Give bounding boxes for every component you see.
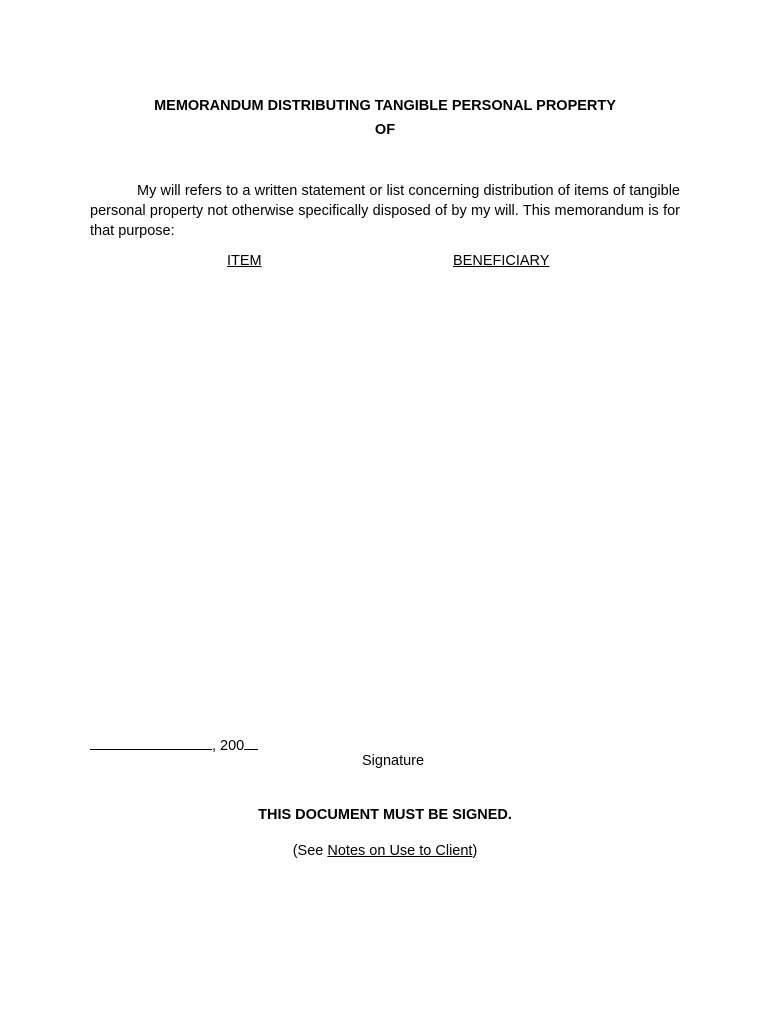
year-blank-field[interactable] (244, 735, 258, 750)
document-title: MEMORANDUM DISTRIBUTING TANGIBLE PERSONAL PROPERTY (154, 98, 616, 114)
see-notes-prefix: (See (292, 843, 328, 859)
document-title-of: OF (374, 122, 396, 138)
notes-on-use-link[interactable]: Notes on Use to Client (327, 843, 473, 859)
column-header-beneficiary: BENEFICIARY (453, 253, 550, 269)
column-header-item: ITEM (227, 253, 262, 269)
see-notes-line (0, 843, 770, 859)
must-sign-notice: THIS DOCUMENT MUST BE SIGNED. (258, 807, 512, 823)
date-line (90, 735, 258, 754)
signature-label: Signature (362, 753, 425, 769)
see-notes-suffix: ) (472, 843, 478, 859)
date-blank-field[interactable] (90, 735, 212, 750)
intro-paragraph: My will refers to a written statement or list concerning distribution of items of tangible personal property not otherwise specifically disposed of by my will. This memorandum is for that purpose: (90, 183, 680, 239)
date-year-prefix: , 200 (212, 738, 245, 754)
